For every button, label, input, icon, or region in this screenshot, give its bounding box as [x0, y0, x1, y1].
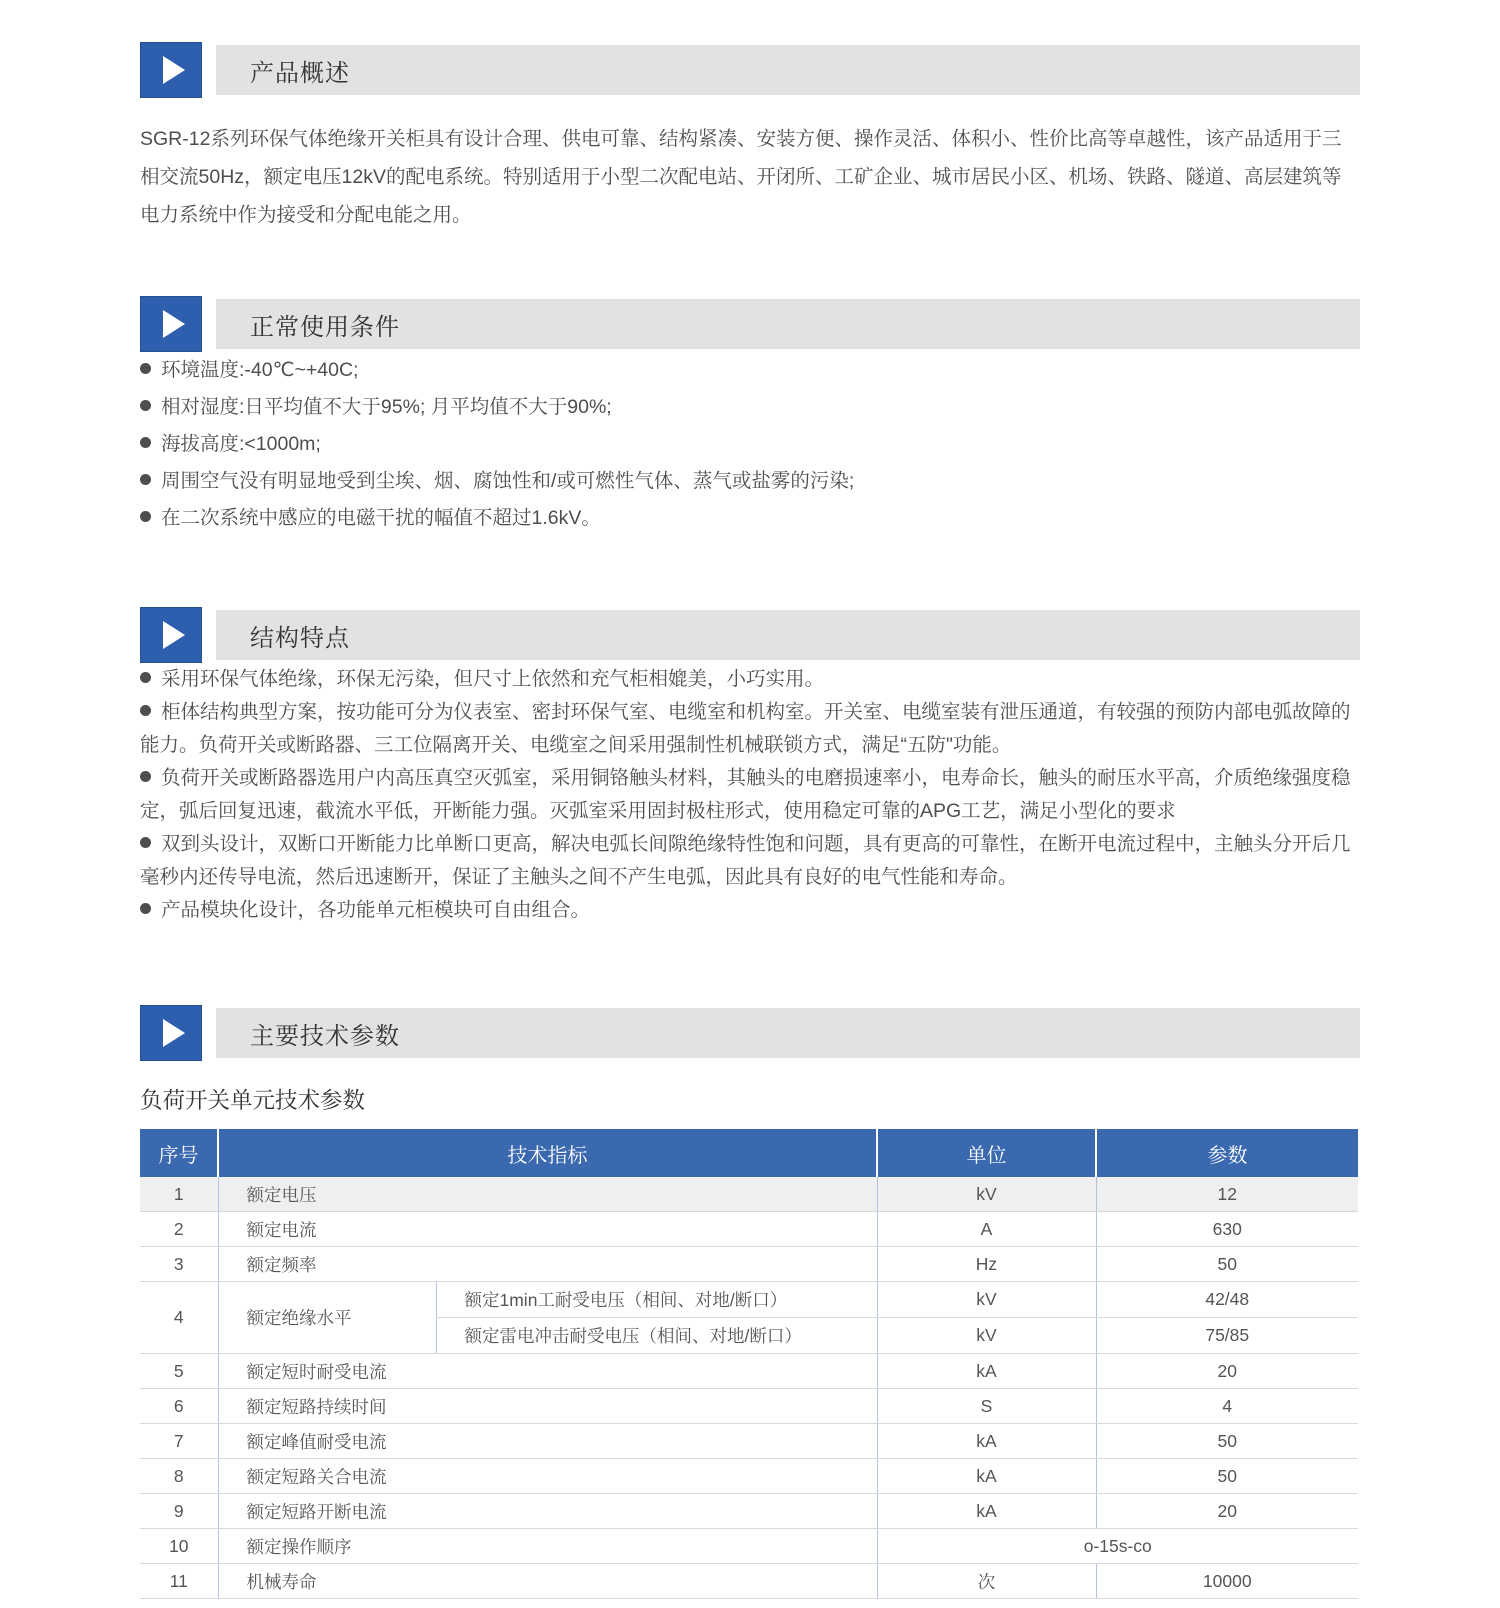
table-row	[140, 1212, 1358, 1247]
cell-value: 50	[1096, 1247, 1358, 1282]
cell-no: 5	[140, 1354, 218, 1389]
cell-unit: kA	[877, 1459, 1096, 1494]
cell-indicator: 额定短路持续时间	[218, 1389, 877, 1424]
table-row	[140, 1494, 1358, 1529]
bullet-icon	[140, 474, 151, 485]
play-icon	[140, 1005, 202, 1061]
list-item-text: 在二次系统中感应的电磁干扰的幅值不超过1.6kV。	[161, 507, 601, 529]
list-item-text: 产品模块化设计，各功能单元柜模块可自由组合。	[161, 899, 591, 921]
table-row	[140, 1389, 1358, 1424]
triangle-glyph	[163, 56, 185, 84]
spacer	[140, 234, 1360, 296]
list-item	[140, 894, 1360, 927]
cell-indicator: 额定峰值耐受电流	[218, 1424, 877, 1459]
col-header-no: 序号	[140, 1129, 218, 1177]
bullet-icon	[140, 903, 151, 914]
cell-value: 42/48	[1096, 1282, 1358, 1318]
list-item	[140, 762, 1360, 828]
conditions-list	[140, 352, 1360, 537]
cell-value: 75/85	[1096, 1318, 1358, 1354]
bullet-icon	[140, 672, 151, 683]
list-item-text: 环境温度:-40℃~+40C;	[161, 359, 359, 381]
cell-no: 2	[140, 1212, 218, 1247]
cell-value: 20	[1096, 1494, 1358, 1529]
cell-value: 10000	[1096, 1564, 1358, 1599]
cell-value: 50	[1096, 1424, 1358, 1459]
section-title: 结构特点	[250, 624, 350, 652]
cell-indicator: 额定操作顺序	[218, 1529, 877, 1564]
list-item	[140, 426, 1360, 463]
cell-unit: kV	[877, 1282, 1096, 1318]
cell-value: 4	[1096, 1389, 1358, 1424]
bullet-icon	[140, 437, 151, 448]
features-list	[140, 663, 1360, 927]
cell-value: 12	[1096, 1177, 1358, 1212]
cell-unit: kA	[877, 1494, 1096, 1529]
cell-no: 11	[140, 1564, 218, 1599]
table-row	[140, 1424, 1358, 1459]
section-title: 主要技术参数	[250, 1022, 400, 1050]
cell-value: 20	[1096, 1354, 1358, 1389]
cell-indicator: 机械寿命	[218, 1564, 877, 1599]
triangle-glyph	[163, 1019, 185, 1047]
list-item	[140, 389, 1360, 426]
bullet-icon	[140, 837, 151, 848]
bullet-icon	[140, 400, 151, 411]
list-item	[140, 663, 1360, 696]
list-item-text: 相对湿度:日平均值不大于95%; 月平均值不大于90%;	[161, 396, 612, 418]
page-content	[140, 0, 1360, 1599]
table-row	[140, 1354, 1358, 1389]
cell-value: 50	[1096, 1459, 1358, 1494]
cell-indicator: 额定绝缘水平	[218, 1282, 436, 1354]
triangle-glyph	[163, 310, 185, 338]
bullet-icon	[140, 705, 151, 716]
bullet-icon	[140, 363, 151, 374]
section-title-bar	[216, 610, 1360, 660]
list-item-text: 海拔高度:<1000m;	[161, 433, 321, 455]
list-item	[140, 463, 1360, 500]
cell-unit: kV	[877, 1318, 1096, 1354]
cell-unit: 次	[877, 1564, 1096, 1599]
list-item-text: 柜体结构典型方案，按功能可分为仪表室、密封环保气室、电缆室和机构室。开关室、电缆室装有泄压通道，有较强的预防内部电弧故障的能力。负荷开关或断路器、三工位隔离开关、电缆室之间采用强制性机械联锁方式，满足“五防"功能。	[140, 701, 1351, 756]
section-header-overview	[140, 42, 1360, 98]
cell-no: 9	[140, 1494, 218, 1529]
list-item	[140, 696, 1360, 762]
table-row	[140, 1564, 1358, 1599]
list-item-text: 采用环保气体绝缘，环保无污染，但尺寸上依然和充气柜相媲美，小巧实用。	[161, 668, 825, 690]
cell-no: 3	[140, 1247, 218, 1282]
table-row	[140, 1459, 1358, 1494]
list-item	[140, 500, 1360, 537]
table-row	[140, 1282, 1358, 1318]
bullet-icon	[140, 511, 151, 522]
table-title: 负荷开关单元技术参数	[140, 1088, 366, 1113]
cell-unit: kV	[877, 1177, 1096, 1212]
bullet-icon	[140, 771, 151, 782]
cell-no: 8	[140, 1459, 218, 1494]
list-item-text: 双到头设计，双断口开断能力比单断口更高，解决电弧长间隙绝缘特性饱和问题，具有更高的可靠性，在断开电流过程中，主触头分开后几毫秒内还传导电流，然后迅速断开，保证了主触头之间不产生电弧，因此具有良好的电气性能和寿命。	[140, 833, 1351, 888]
list-item	[140, 352, 1360, 389]
play-icon	[140, 42, 202, 98]
cell-sub-indicator: 额定1min工耐受电压（相间、对地/断口）	[436, 1282, 877, 1318]
cell-indicator: 额定短时耐受电流	[218, 1354, 877, 1389]
cell-no: 10	[140, 1529, 218, 1564]
spacer	[140, 537, 1360, 607]
table-row	[140, 1177, 1358, 1212]
col-header-unit: 单位	[877, 1129, 1096, 1177]
col-header-value: 参数	[1096, 1129, 1358, 1177]
cell-indicator: 额定频率	[218, 1247, 877, 1282]
overview-paragraph: SGR-12系列环保气体绝缘开关柜具有设计合理、供电可靠、结构紧凑、安装方便、操作灵活、体积小、性价比高等卓越性，该产品适用于三相交流50Hz，额定电压12kV的配电系统。特别适用于小型二次配电站、开闭所、工矿企业、城市居民小区、机场、铁路、隧道、高层建筑等电力系统中作为接受和分配电能之用。	[140, 128, 1342, 226]
section-title-bar	[216, 299, 1360, 349]
table-header-row	[140, 1129, 1358, 1177]
list-item	[140, 828, 1360, 894]
cell-no: 7	[140, 1424, 218, 1459]
table-row	[140, 1247, 1358, 1282]
cell-no: 1	[140, 1177, 218, 1212]
section-title: 产品概述	[250, 59, 350, 87]
section-header-conditions	[140, 296, 1360, 352]
play-icon	[140, 607, 202, 663]
list-item-text: 周围空气没有明显地受到尘埃、烟、腐蚀性和/或可燃性气体、蒸气或盐雾的污染;	[161, 470, 855, 492]
cell-unit: A	[877, 1212, 1096, 1247]
section-title: 正常使用条件	[250, 313, 400, 341]
cell-unit: kA	[877, 1424, 1096, 1459]
cell-unit: Hz	[877, 1247, 1096, 1282]
list-item-text: 负荷开关或断路器选用户内高压真空灭弧室，采用铜铬触头材料，其触头的电磨损速率小，电寿命长，触头的耐压水平高，介质绝缘强度稳定，弧后回复迅速，截流水平低，开断能力强。灭弧室采用固封极柱形式，使用稳定可靠的APG工艺，满足小型化的要求	[140, 767, 1351, 822]
cell-sub-indicator: 额定雷电冲击耐受电压（相间、对地/断口）	[436, 1318, 877, 1354]
cell-indicator: 额定短路开断电流	[218, 1494, 877, 1529]
cell-indicator: 额定电压	[218, 1177, 877, 1212]
play-icon	[140, 296, 202, 352]
cell-merged-value: o-15s-co	[877, 1529, 1358, 1564]
cell-no: 6	[140, 1389, 218, 1424]
cell-unit: S	[877, 1389, 1096, 1424]
section-header-features	[140, 607, 1360, 663]
parameters-table	[140, 1129, 1358, 1599]
spacer	[140, 927, 1360, 1005]
cell-value: 630	[1096, 1212, 1358, 1247]
cell-indicator: 额定电流	[218, 1212, 877, 1247]
section-title-bar	[216, 1008, 1360, 1058]
section-header-parameters	[140, 1005, 1360, 1061]
section-title-bar	[216, 45, 1360, 95]
col-header-indicator: 技术指标	[218, 1129, 877, 1177]
cell-indicator: 额定短路关合电流	[218, 1459, 877, 1494]
triangle-glyph	[163, 621, 185, 649]
cell-unit: kA	[877, 1354, 1096, 1389]
table-row	[140, 1529, 1358, 1564]
cell-no: 4	[140, 1282, 218, 1354]
